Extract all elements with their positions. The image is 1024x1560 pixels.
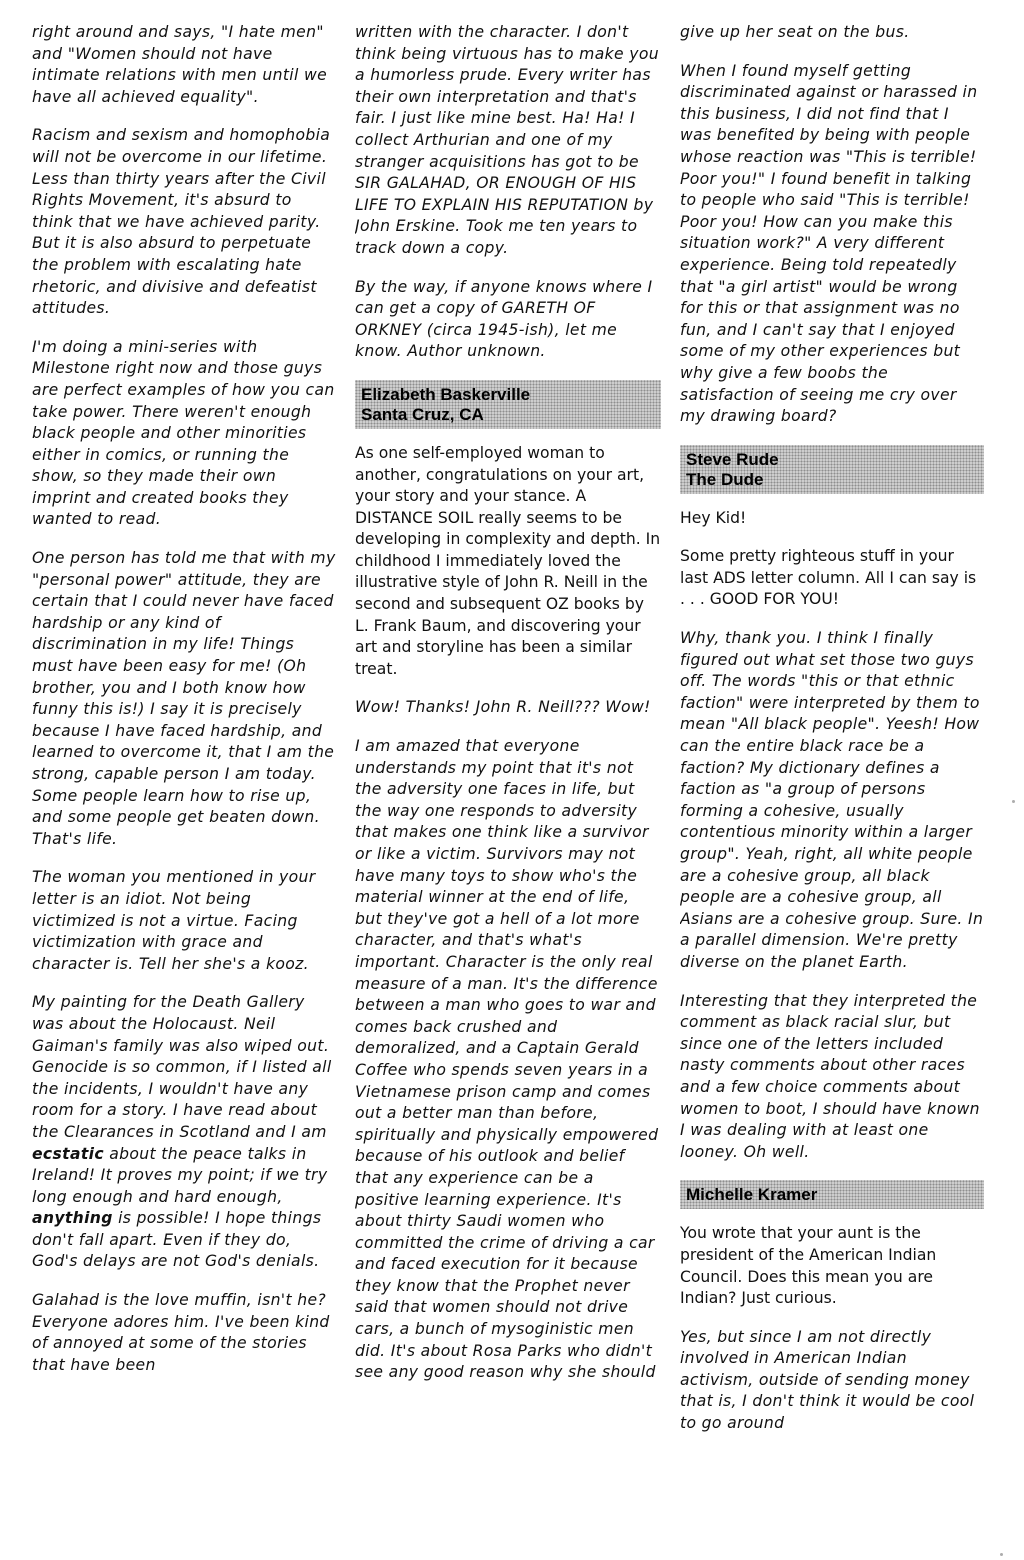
- paragraph-text: about the peace talks in Ireland! It proves my point; if we try long enough and hard enough,: [32, 1144, 328, 1206]
- paragraph-text: Interesting that they interpreted the comment as black racial slur, but since one of the letters included nasty comments about other races and a few choice comments about women to boot, I should have known I was dealing with at least one looney. Oh well.: [680, 991, 980, 1161]
- emphasis-text: ecstatic: [32, 1144, 104, 1163]
- editor-reply-paragraph: [355, 277, 661, 363]
- paragraph-text: Galahad is the love muffin, isn't he? Everyone adores him. I've been kind of annoyed at some of the stories that have been: [32, 1291, 330, 1374]
- paragraph-text: I am amazed that everyone understands my point that it's not the adversity one faces in life, but the way one responds to adversity that makes one think like a survivor or like a victim. Survivors may not have many toys to show who's the material winner at the end of life, but they've got a hell of a lot more character, and that's what's important. Character is the only real measure of a man. It's the difference between a man who goes to war and comes back crushed and demoralized, and a Captain Gerald Coffee who spends seven years in a Vietnamese prison camp and comes out a better man than before, spiritually and physically empowered because of his outlook and belief that any experience can be a positive learning experience. It's about thirty Saudi women who committed the crime of driving a car and faced execution for it because they know that the Prophet never said that women should not drive cars, a bunch of mysoginistic men did. It's about Rosa Parks who didn't see any good reason why she should: [355, 737, 659, 1382]
- paragraph-text: right around and says, "I hate men" and "Women should not have intimate relations with men until we have all achieved equality".: [32, 23, 328, 106]
- editor-reply-paragraph: [355, 736, 661, 1384]
- column-middle: [355, 22, 661, 1522]
- print-speck: [1012, 800, 1015, 803]
- paragraph-text: When I found myself getting discriminated against or harassed in this business, I did not find that I was benefited by being with people whose reaction was "This is terrible! Poor you!" I found benefit in talking to people who said "This is terrible! Poor you! How can you make this situation work?" A very different experience. Being told repeatedly that "a girl artist" would be wrong for this or that assignment was no fun, and I can't say that I enjoyed some of my other experiences but why give a few boobs the satisfaction of seeing me cry over my drawing board?: [680, 61, 978, 426]
- editor-reply-paragraph: [32, 1290, 336, 1376]
- letter-paragraph: [680, 1223, 984, 1309]
- print-speck: [1000, 1553, 1003, 1556]
- writer-name: Elizabeth Baskerville: [361, 384, 531, 404]
- writer-location: Santa Cruz, CA: [361, 404, 484, 424]
- paragraph-text: My painting for the Death Gallery was about the Holocaust. Neil Gaiman's family was also wiped out. Genocide is so common, if I listed all the incidents, I wouldn't have any room for a story. I have read about the Clearances in Scotland and I am: [32, 993, 332, 1141]
- paragraph-text: As one self-employed woman to another, congratulations on your art, your story and your stance. A DISTANCE SOIL really seems to be developing in complexity and depth. In childhood I immediately loved the illustrative style of John R. Neill in the second and subsequent OZ books by L. Frank Baum, and discovering your art and storyline has been a similar treat.: [355, 443, 661, 678]
- writer-name: Michelle Kramer: [686, 1185, 818, 1205]
- paragraph-text: is possible! I hope things don't fall apart. Even if they do, God's delays are not God's denials.: [32, 1209, 322, 1271]
- letter-writer-header: [680, 445, 984, 494]
- paragraph-text: Why, thank you. I think I finally figured out what set those two guys off. The words "this or that ethnic faction" were interpreted by them to mean "All black people". Yeesh! How can the entire black race be a faction? My dictionary defines a faction as "a group of persons forming a cohesive, usually contentious minority within a larger group". Yeah, right, all white people are a cohesive group, all black people are a cohesive group, all Asians are a cohesive group. Sure. In a parallel dimension. We're pretty diverse on the planet Earth.: [680, 629, 984, 971]
- paragraph-text: Yes, but since I am not directly involved in American Indian activism, outside of sending money that is, I don't think it would be cool to go around: [680, 1327, 975, 1433]
- paragraph-text: Hey Kid!: [680, 508, 747, 527]
- paragraph-text: One person has told me that with my "personal power" attitude, they are certain that I could never have faced hardship or any kind of discrimination in my life! Things must have been easy for me! (Oh brother, you and I both know how funny this is!) I say it is precisely because I have faced hardship, and learned to overcome it, that I am the strong, capable person I am today. Some people learn how to rise up, and some people get beaten down. That's life.: [32, 549, 336, 848]
- editor-reply-paragraph: [355, 697, 661, 719]
- paragraph-text: Racism and sexism and homophobia will not be overcome in our lifetime. Less than thirty years after the Civil Rights Movement, it's absurd to think that we have achieved parity. But it is also absurd to perpetuate the problem with escalating hate rhetoric, and divisive and defeatist attitudes.: [32, 126, 331, 318]
- editor-reply-paragraph: [680, 991, 984, 1164]
- paragraph-text: give up her seat on the bus.: [680, 23, 910, 41]
- editor-reply-paragraph: [32, 867, 336, 975]
- letter-writer-header: [680, 1180, 984, 1209]
- letter-writer-header: [355, 380, 661, 429]
- writer-name: Steve Rude: [686, 449, 779, 469]
- editor-reply-paragraph: [355, 22, 661, 260]
- column-left: [32, 22, 336, 1522]
- paragraph-text: The woman you mentioned in your letter is an idiot. Not being victimized is not a virtue. Facing victimization with grace and character is. Tell her she's a kooz.: [32, 868, 316, 973]
- editor-reply-paragraph: [680, 22, 984, 44]
- editor-reply-paragraph: [680, 61, 984, 428]
- paragraph-text: Wow! Thanks! John R. Neill??? Wow!: [355, 698, 651, 717]
- column-right: [680, 22, 984, 1522]
- paragraph-text: I'm doing a mini-series with Milestone right now and those guys are perfect examples of how you can take power. There weren't enough black people and other minorities either in comics, or running the show, so they made their own imprint and created books they wanted to read.: [32, 337, 335, 529]
- editor-reply-paragraph: [32, 125, 336, 319]
- paragraph-text: written with the character. I don't think being virtuous has to make you a humorless prude. Every writer has their own interpretation and that's fair. I just like mine best. Ha! Ha! I collect Arthurian and one of my stranger acquisitions has got to be SIR GALAHAD, OR ENOUGH OF HIS LIFE TO EXPLAIN HIS REPUTATION by John Erskine. Took me ten years to track down a copy.: [355, 23, 659, 257]
- editor-reply-paragraph: [680, 628, 984, 974]
- editor-reply-paragraph: [32, 22, 336, 108]
- editor-reply-paragraph: [32, 992, 336, 1273]
- editor-reply-paragraph: [32, 337, 336, 531]
- editor-reply-paragraph: [680, 1327, 984, 1435]
- paragraph-text: By the way, if anyone knows where I can get a copy of GARETH OF ORKNEY (circa 1945-ish), let me know. Author unknown.: [355, 277, 653, 361]
- letter-paragraph: [680, 546, 984, 611]
- editor-reply-paragraph: [32, 548, 336, 850]
- letter-paragraph: [355, 443, 661, 681]
- paragraph-text: You wrote that your aunt is the president of the American Indian Council. Does this mean you are Indian? Just curious.: [680, 1224, 937, 1308]
- letter-paragraph: [680, 508, 984, 530]
- paragraph-text: Some pretty righteous stuff in your last ADS letter column. All I can say is . . . GOOD FOR YOU!: [680, 547, 977, 609]
- writer-location: The Dude: [686, 469, 764, 489]
- emphasis-text: anything: [32, 1209, 113, 1228]
